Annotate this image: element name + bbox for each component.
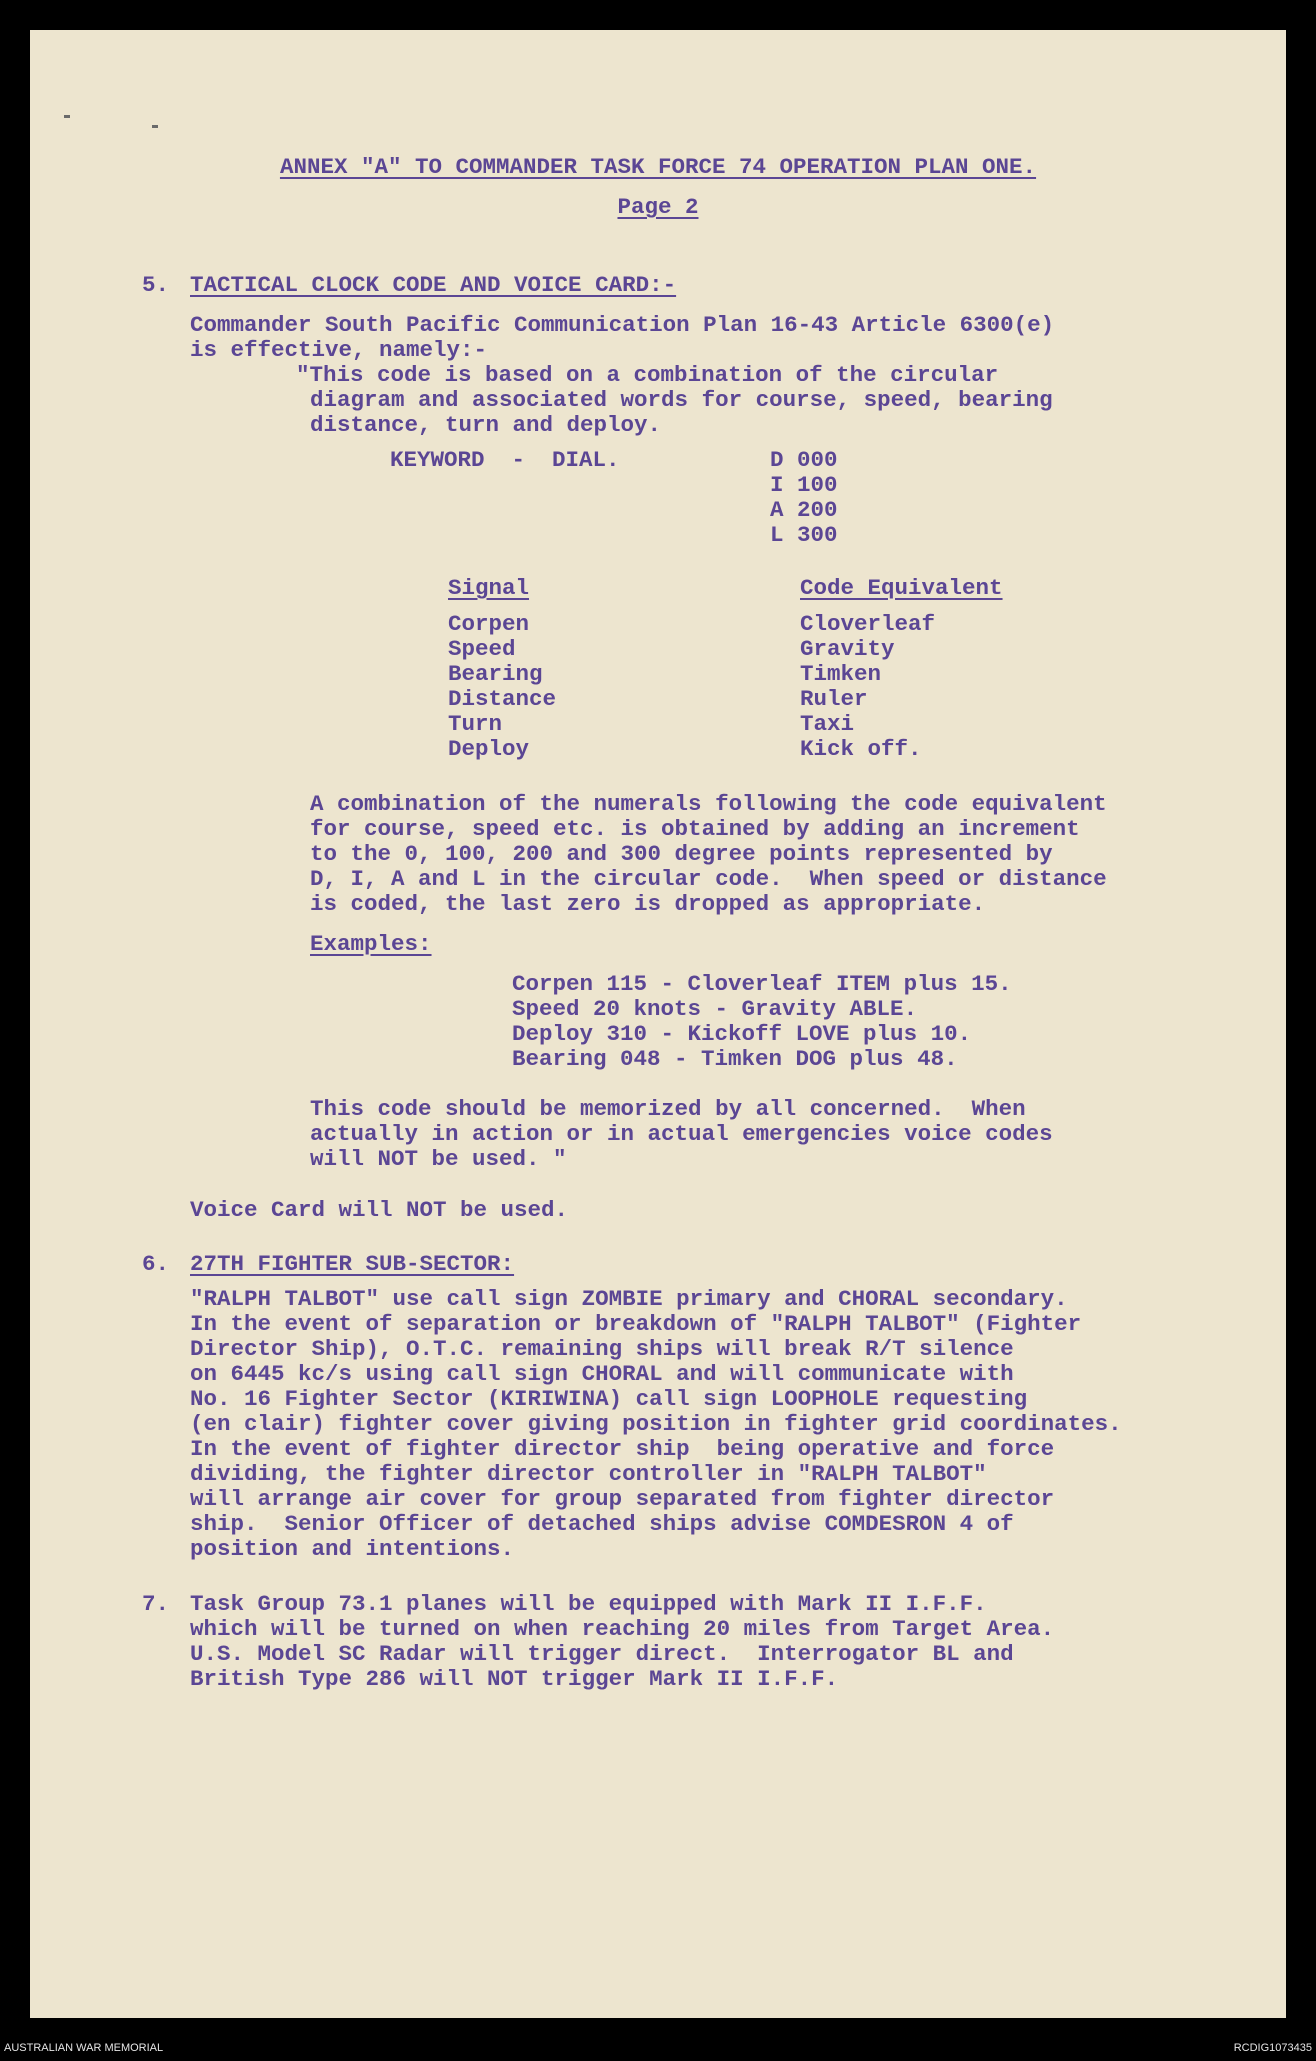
table-cell-code: Cloverleaf — [800, 611, 936, 637]
table-cell-signal: Corpen — [448, 611, 530, 637]
section-5-number: 5. — [142, 272, 170, 298]
table-cell-code: Gravity — [800, 636, 895, 662]
text-line: on 6445 kc/s using call sign CHORAL and will communicate with — [190, 1361, 1014, 1387]
table-cell-code: Ruler — [800, 686, 868, 712]
example-line: Speed 20 knots - Gravity ABLE. — [512, 996, 918, 1022]
table-cell-code: Taxi — [800, 711, 855, 737]
text-line: diagram and associated words for course, speed, bearing — [310, 387, 1053, 413]
section-6-number: 6. — [142, 1251, 170, 1277]
dial-item: L 300 — [770, 522, 838, 548]
text-line: Task Group 73.1 planes will be equipped with Mark II I.F.F. — [190, 1591, 987, 1617]
text-line: dividing, the fighter director controller in "RALPH TALBOT" — [190, 1461, 987, 1487]
document-page — [30, 30, 1286, 2018]
text-line: Director Ship), O.T.C. remaining ships will break R/T silence — [190, 1336, 1014, 1362]
dial-item: A 200 — [770, 497, 838, 523]
voice-card-note: Voice Card will NOT be used. — [190, 1197, 569, 1223]
footer-credit: AUSTRALIAN WAR MEMORIAL — [4, 2042, 164, 2054]
text-line: This code should be memorized by all concerned. When — [310, 1096, 1026, 1122]
text-line: which will be turned on when reaching 20 miles from Target Area. — [190, 1616, 1055, 1642]
text-line: "RALPH TALBOT" use call sign ZOMBIE primary and CHORAL secondary. — [190, 1286, 1068, 1312]
text-line: is coded, the last zero is dropped as appropriate. — [310, 891, 986, 917]
text-line: Commander South Pacific Communication Plan 16-43 Article 6300(e) — [190, 312, 1055, 338]
text-line: position and intentions. — [190, 1536, 515, 1562]
footer-record-id: RCDIG1073435 — [1233, 2042, 1312, 2054]
table-cell-signal: Distance — [448, 686, 557, 712]
text-line: to the 0, 100, 200 and 300 degree points represented by — [310, 841, 1053, 867]
table-cell-code: Timken — [800, 661, 882, 687]
example-line: Corpen 115 - Cloverleaf ITEM plus 15. — [512, 971, 1012, 997]
paper-mark — [152, 125, 158, 128]
text-line: distance, turn and deploy. — [310, 412, 662, 438]
table-header-signal: Signal — [448, 575, 530, 601]
section-6-heading: 27TH FIGHTER SUB-SECTOR: — [190, 1251, 515, 1277]
table-cell-signal: Speed — [448, 636, 516, 662]
text-line: will arrange air cover for group separated from fighter director — [190, 1486, 1055, 1512]
dial-item: I 100 — [770, 472, 838, 498]
annex-title: ANNEX "A" TO COMMANDER TASK FORCE 74 OPERATION PLAN ONE. — [279, 154, 1037, 180]
text-line: In the event of fighter director ship being operative and force — [190, 1436, 1055, 1462]
text-line: will NOT be used. " — [310, 1146, 567, 1172]
text-line: No. 16 Fighter Sector (KIRIWINA) call sign LOOPHOLE requesting — [190, 1386, 1028, 1412]
text-line: is effective, namely:- — [190, 337, 488, 363]
section-7-number: 7. — [142, 1591, 170, 1617]
table-header-code: Code Equivalent — [800, 575, 1003, 601]
text-line: In the event of separation or breakdown of "RALPH TALBOT" (Fighter — [190, 1311, 1082, 1337]
table-cell-signal: Bearing — [448, 661, 543, 687]
text-line: "This code is based on a combination of the circular — [296, 362, 999, 388]
example-line: Bearing 048 - Timken DOG plus 48. — [512, 1046, 958, 1072]
paper-mark — [64, 115, 70, 118]
examples-label: Examples: — [310, 931, 432, 957]
section-5-heading: TACTICAL CLOCK CODE AND VOICE CARD:- — [190, 272, 677, 298]
table-cell-signal: Turn — [448, 711, 503, 737]
text-line: British Type 286 will NOT trigger Mark II I.F.F. — [190, 1666, 839, 1692]
keyword-label: KEYWORD - DIAL. — [390, 447, 620, 473]
text-line: A combination of the numerals following the code equivalent — [310, 791, 1107, 817]
table-cell-signal: Deploy — [448, 736, 530, 762]
page-number: Page 2 — [617, 194, 699, 220]
text-line: (en clair) fighter cover giving position in fighter grid coordinates. — [190, 1411, 1122, 1437]
example-line: Deploy 310 - Kickoff LOVE plus 10. — [512, 1021, 972, 1047]
text-line: D, I, A and L in the circular code. When speed or distance — [310, 866, 1107, 892]
text-line: for course, speed etc. is obtained by adding an increment — [310, 816, 1080, 842]
dial-item: D 000 — [770, 447, 838, 473]
table-cell-code: Kick off. — [800, 736, 922, 762]
text-line: ship. Senior Officer of detached ships advise COMDESRON 4 of — [190, 1511, 1014, 1537]
text-line: actually in action or in actual emergencies voice codes — [310, 1121, 1053, 1147]
text-line: U.S. Model SC Radar will trigger direct. Interrogator BL and — [190, 1641, 1014, 1667]
